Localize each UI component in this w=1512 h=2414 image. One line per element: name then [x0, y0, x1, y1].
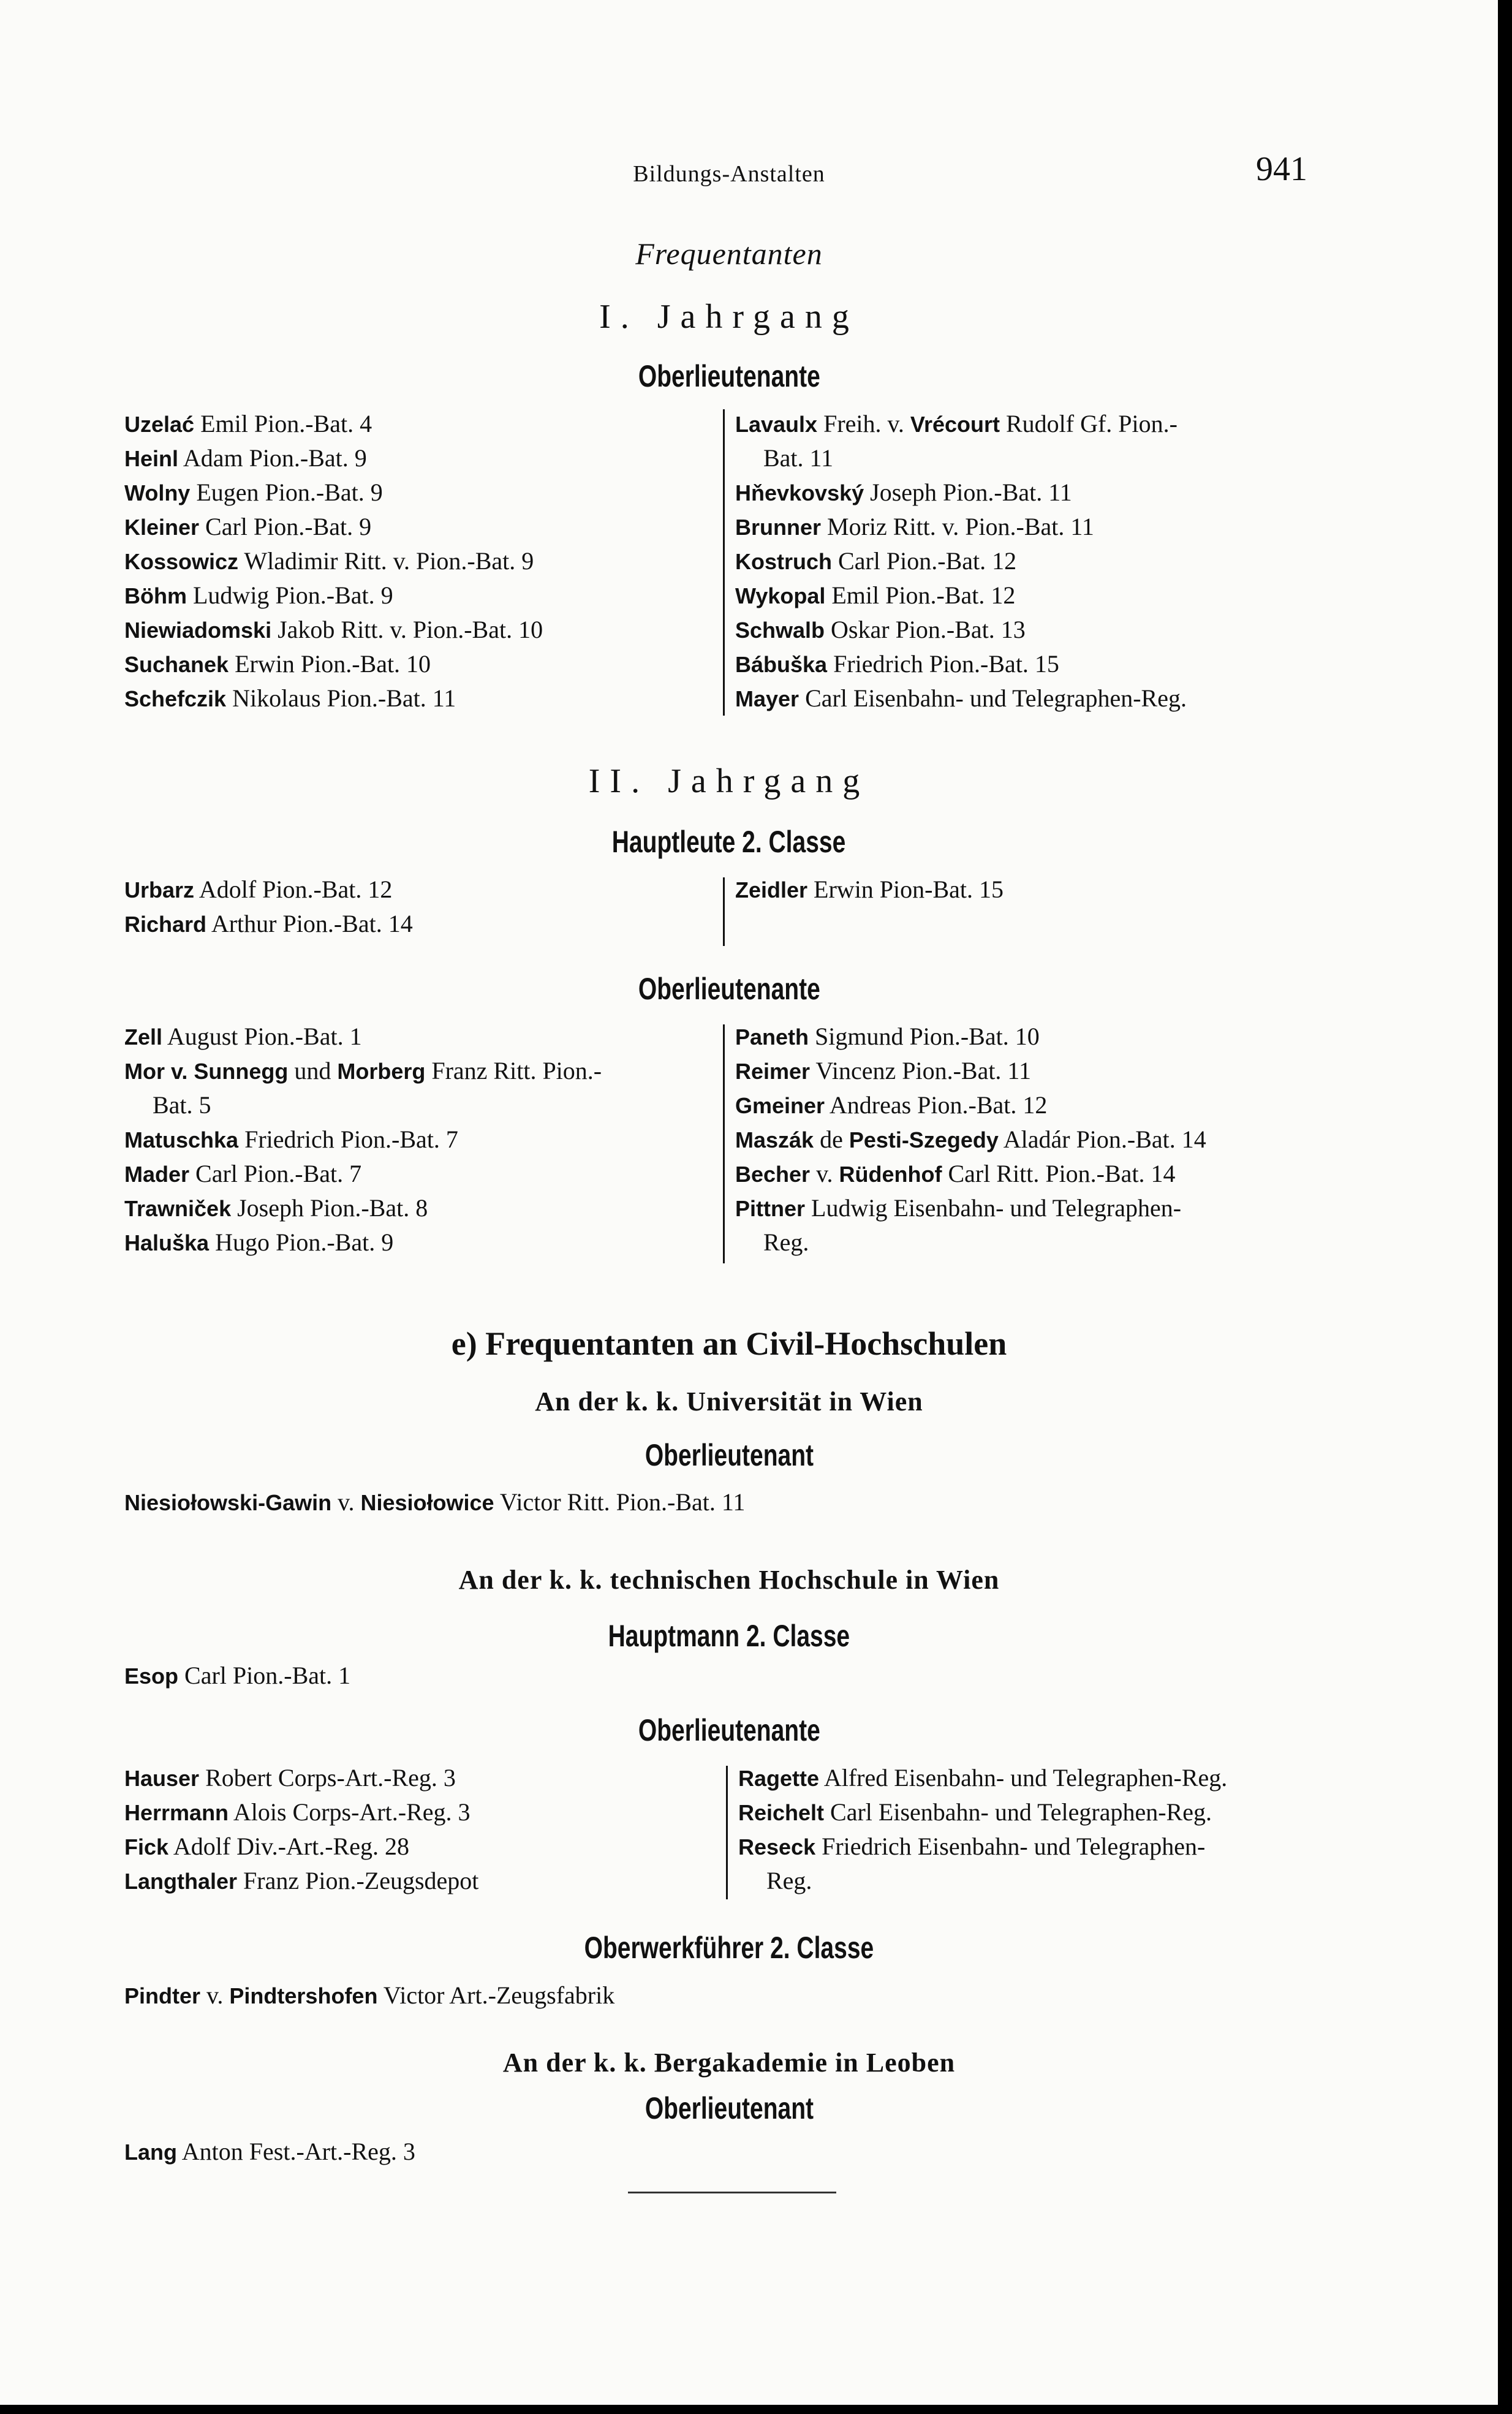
surname: Suchanek	[124, 652, 229, 677]
institution-heading-technische-hochschule: An der k. k. technischen Hochschule in Wien	[458, 1565, 1000, 1595]
surname: Schefczik	[124, 686, 227, 711]
surname: Brunner	[735, 515, 822, 540]
surname: Lavaulx	[735, 412, 818, 437]
list-item: Böhm Ludwig Pion.-Bat. 9	[124, 581, 393, 609]
section-title-frequentanten: Frequentanten	[635, 236, 823, 271]
running-header: Bildungs-Anstalten	[633, 161, 825, 187]
list-item: Uzelać Emil Pion.-Bat. 4	[124, 410, 372, 437]
surname: Reichelt	[738, 1800, 825, 1825]
surname: Pindter	[124, 1983, 201, 2008]
list-item: Zell August Pion.-Bat. 1	[124, 1023, 362, 1050]
surname: Schwalb	[735, 618, 825, 643]
universitaet-entries	[124, 1485, 745, 1519]
list-item: Langthaler Franz Pion.-Zeugsdepot	[124, 1867, 479, 1894]
surname: Pindtershofen	[229, 1983, 378, 2008]
surname: Pesti-Szegedy	[849, 1127, 999, 1152]
section-heading-civil-hochschulen: e) Frequentanten an Civil-Hochschulen	[451, 1325, 1007, 1362]
surname: Richard	[124, 912, 207, 937]
column-divider	[726, 1766, 728, 1899]
list-item: Suchanek Erwin Pion.-Bat. 10	[124, 650, 431, 678]
surname: Paneth	[735, 1024, 809, 1050]
surname: Heinl	[124, 446, 179, 471]
surname: Kossowicz	[124, 549, 239, 574]
list-item: Zeidler Erwin Pion-Bat. 15	[735, 876, 1004, 903]
jahrgang-2-right-column	[735, 1020, 1206, 1260]
jahrgang-1-left-column	[124, 407, 543, 716]
list-item-continuation: Reg.	[766, 1867, 812, 1894]
list-item: Richard Arthur Pion.-Bat. 14	[124, 910, 413, 937]
surname: Reimer	[735, 1059, 811, 1084]
column-divider	[723, 409, 725, 716]
list-item: Paneth Sigmund Pion.-Bat. 10	[735, 1023, 1040, 1050]
surname: Gmeiner	[735, 1093, 825, 1118]
surname: Herrmann	[124, 1800, 229, 1825]
surname: Langthaler	[124, 1869, 238, 1894]
surname: Morberg	[337, 1059, 426, 1084]
surname: Becher	[735, 1162, 811, 1187]
list-item-continuation: Reg.	[763, 1228, 809, 1256]
list-item: Niesiołowski-Gawin v. Niesiołowice Victor Ritt. Pion.-Bat. 11	[124, 1488, 746, 1516]
surname: Haluška	[124, 1230, 210, 1255]
list-item: Gmeiner Andreas Pion.-Bat. 12	[735, 1091, 1048, 1119]
jahrgang-1-right-column	[735, 407, 1187, 716]
list-item: Heinl Adam Pion.-Bat. 9	[124, 444, 367, 472]
rank-heading-oberlieutenante-1: Oberlieutenante	[638, 359, 820, 393]
list-item: Schefczik Nikolaus Pion.-Bat. 11	[124, 684, 456, 712]
surname: Kostruch	[735, 549, 833, 574]
list-item-continuation: Bat. 11	[763, 444, 834, 472]
surname: Matuschka	[124, 1127, 239, 1152]
rank-heading-oberlieutenant-uni: Oberlieutenant	[644, 1438, 814, 1472]
rank-heading-hauptmann: Hauptmann 2. Classe	[608, 1619, 850, 1653]
jahrgang-2-left-column	[124, 1020, 602, 1260]
surname: Mor	[124, 1059, 165, 1084]
list-item: Bábuška Friedrich Pion.-Bat. 15	[735, 650, 1059, 678]
institution-heading-universitaet-wien: An der k. k. Universität in Wien	[535, 1387, 923, 1417]
surname: Esop	[124, 1663, 179, 1689]
list-item: Fick Adolf Div.-Art.-Reg. 28	[124, 1833, 409, 1860]
list-item: Wykopal Emil Pion.-Bat. 12	[735, 581, 1016, 609]
surname: Wolny	[124, 480, 191, 505]
list-item: Herrmann Alois Corps-Art.-Reg. 3	[124, 1798, 471, 1826]
rank-heading-oberlieutenante-tech: Oberlieutenante	[638, 1713, 820, 1747]
list-item: Hňevkovský Joseph Pion.-Bat. 11	[735, 479, 1072, 506]
surname: Niewiadomski	[124, 618, 272, 643]
institution-heading-bergakademie-leoben: An der k. k. Bergakademie in Leoben	[502, 2048, 956, 2078]
surname: Pittner	[735, 1196, 806, 1221]
surname: Niesiołowice	[360, 1490, 494, 1515]
list-item: Kossowicz Wladimir Ritt. v. Pion.-Bat. 9	[124, 547, 534, 575]
list-item: Schwalb Oskar Pion.-Bat. 13	[735, 616, 1026, 643]
tech-captain-entries	[124, 1659, 350, 1693]
surname: Rüdenhof	[839, 1162, 942, 1187]
column-divider	[723, 877, 725, 946]
surname: Niesiołowski-Gawin	[124, 1490, 332, 1515]
surname: Kleiner	[124, 515, 200, 540]
list-item: Niewiadomski Jakob Ritt. v. Pion.-Bat. 10	[124, 616, 543, 643]
list-item-continuation: Bat. 5	[153, 1091, 211, 1119]
end-rule	[628, 2192, 836, 2193]
list-item: Esop Carl Pion.-Bat. 1	[124, 1662, 351, 1689]
surname: Bábuška	[735, 652, 828, 677]
rank-heading-oberlieutenante-2: Oberlieutenante	[638, 972, 820, 1006]
list-item: Pindter v. Pindtershofen Victor Art.-Zeugsfabrik	[124, 1981, 615, 2009]
list-item: Reseck Friedrich Eisenbahn- und Telegraphen-	[738, 1833, 1206, 1860]
list-item: Urbarz Adolf Pion.-Bat. 12	[124, 876, 393, 903]
surname: Hňevkovský	[735, 480, 864, 505]
surname: Mader	[124, 1162, 190, 1187]
list-item: Brunner Moriz Ritt. v. Pion.-Bat. 11	[735, 513, 1094, 540]
list-item: Mayer Carl Eisenbahn- und Telegraphen-Reg.	[735, 684, 1187, 712]
column-divider	[723, 1024, 725, 1263]
tech-left-column	[124, 1761, 478, 1898]
rank-heading-oberlieutenant-leoben: Oberlieutenant	[644, 2091, 814, 2125]
list-item: Trawniček Joseph Pion.-Bat. 8	[124, 1194, 428, 1222]
list-item: Lang Anton Fest.-Art.-Reg. 3	[124, 2138, 415, 2165]
rank-heading-oberwerkfuehrer: Oberwerkführer 2. Classe	[584, 1931, 874, 1965]
list-item: Wolny Eugen Pion.-Bat. 9	[124, 479, 383, 506]
list-item: Kostruch Carl Pion.-Bat. 12	[735, 547, 1017, 575]
list-item: Reimer Vincenz Pion.-Bat. 11	[735, 1057, 1031, 1084]
surname: Wykopal	[735, 583, 826, 608]
surname: Ragette	[738, 1766, 820, 1791]
surname: Zeidler	[735, 877, 808, 902]
surname: Lang	[124, 2140, 177, 2165]
list-item: Ragette Alfred Eisenbahn- und Telegraphen-Reg.	[738, 1764, 1228, 1792]
list-item: Mader Carl Pion.-Bat. 7	[124, 1160, 362, 1187]
rank-heading-hauptleute: Hauptleute 2. Classe	[612, 825, 846, 859]
surname: Maszák	[735, 1127, 814, 1152]
list-item: Becher v. Rüdenhof Carl Ritt. Pion.-Bat. 14	[735, 1160, 1176, 1187]
surname: Urbarz	[124, 877, 195, 902]
tech-right-column	[738, 1761, 1227, 1898]
surname: Fick	[124, 1834, 169, 1860]
jahrgang-2-heading: II. Jahrgang	[588, 762, 870, 800]
list-item: Lavaulx Freih. v. Vrécourt Rudolf Gf. Pion.-	[735, 410, 1177, 437]
jahrgang-1-heading: I. Jahrgang	[599, 298, 859, 336]
captains-left-column	[124, 872, 413, 941]
list-item: Mor v. Sunnegg und Morberg Franz Ritt. Pion.-	[124, 1057, 602, 1084]
list-item: Matuschka Friedrich Pion.-Bat. 7	[124, 1126, 458, 1153]
foreman-entries	[124, 1978, 614, 2013]
list-item: Maszák de Pesti-Szegedy Aladár Pion.-Bat. 14	[735, 1126, 1206, 1153]
list-item: Pittner Ludwig Eisenbahn- und Telegraphen-	[735, 1194, 1182, 1222]
list-item: Haluška Hugo Pion.-Bat. 9	[124, 1228, 394, 1256]
surname: Böhm	[124, 583, 187, 608]
surname: Mayer	[735, 686, 799, 711]
list-item: Kleiner Carl Pion.-Bat. 9	[124, 513, 372, 540]
surname: Sunnegg	[194, 1059, 289, 1084]
surname: Zell	[124, 1024, 163, 1050]
page-number: 941	[1256, 150, 1307, 188]
surname: Reseck	[738, 1834, 816, 1860]
surname: Trawniček	[124, 1196, 232, 1221]
surname: Vrécourt	[910, 412, 1000, 437]
surname: Hauser	[124, 1766, 200, 1791]
list-item: Hauser Robert Corps-Art.-Reg. 3	[124, 1764, 456, 1792]
surname: Uzelać	[124, 412, 195, 437]
leoben-entries	[124, 2135, 415, 2169]
captains-right-column	[735, 872, 1004, 907]
list-item: Reichelt Carl Eisenbahn- und Telegraphen-Reg.	[738, 1798, 1212, 1826]
